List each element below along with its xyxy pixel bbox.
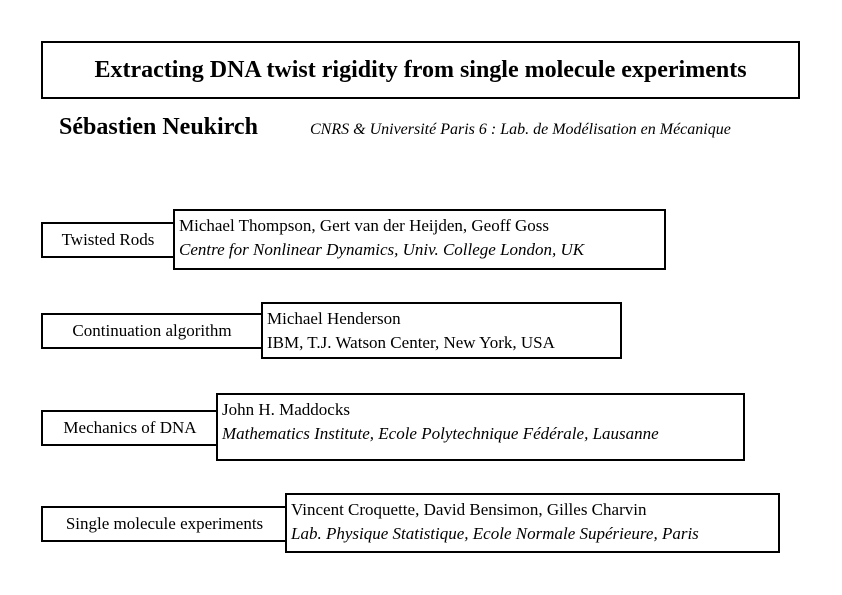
- collaborator-box-twisted-rods: [173, 209, 666, 270]
- topic-label-text: Mechanics of DNA: [63, 418, 197, 437]
- page-title: Extracting DNA twist rigidity from single molecule experiments: [94, 56, 747, 83]
- collaborator-names: Vincent Croquette, David Bensimon, Gilles Charvin: [291, 500, 647, 519]
- collaborator-institution: Centre for Nonlinear Dynamics, Univ. College London, UK: [179, 240, 585, 259]
- topic-label-text: Twisted Rods: [61, 230, 155, 249]
- collaborator-box-single-molecule-experiments: [285, 493, 780, 553]
- topic-label-single-molecule-experiments: [41, 506, 288, 542]
- collaborator-box-continuation-algorithm: [261, 302, 622, 359]
- topic-label-mechanics-of-dna: [41, 410, 219, 446]
- topic-label-text: Single molecule experiments: [65, 514, 264, 533]
- topic-label-continuation-algorithm: [41, 313, 263, 349]
- title-box: [41, 41, 800, 99]
- author-name: Sébastien Neukirch: [59, 114, 258, 140]
- collaborator-institution: Mathematics Institute, Ecole Polytechnique Fédérale, Lausanne: [222, 424, 659, 443]
- collaborator-box-mechanics-of-dna: [216, 393, 745, 461]
- collaborator-names: Michael Thompson, Gert van der Heijden, Geoff Goss: [179, 216, 549, 235]
- topic-label-twisted-rods: [41, 222, 175, 258]
- author-affiliation: CNRS & Université Paris 6 : Lab. de Modélisation en Mécanique: [310, 121, 731, 138]
- collaborator-names: John H. Maddocks: [222, 400, 350, 419]
- collaborator-institution: IBM, T.J. Watson Center, New York, USA: [267, 333, 555, 352]
- collaborator-institution: Lab. Physique Statistique, Ecole Normale Supérieure, Paris: [291, 524, 699, 543]
- collaborator-names: Michael Henderson: [267, 309, 401, 328]
- topic-label-text: Continuation algorithm: [72, 321, 232, 340]
